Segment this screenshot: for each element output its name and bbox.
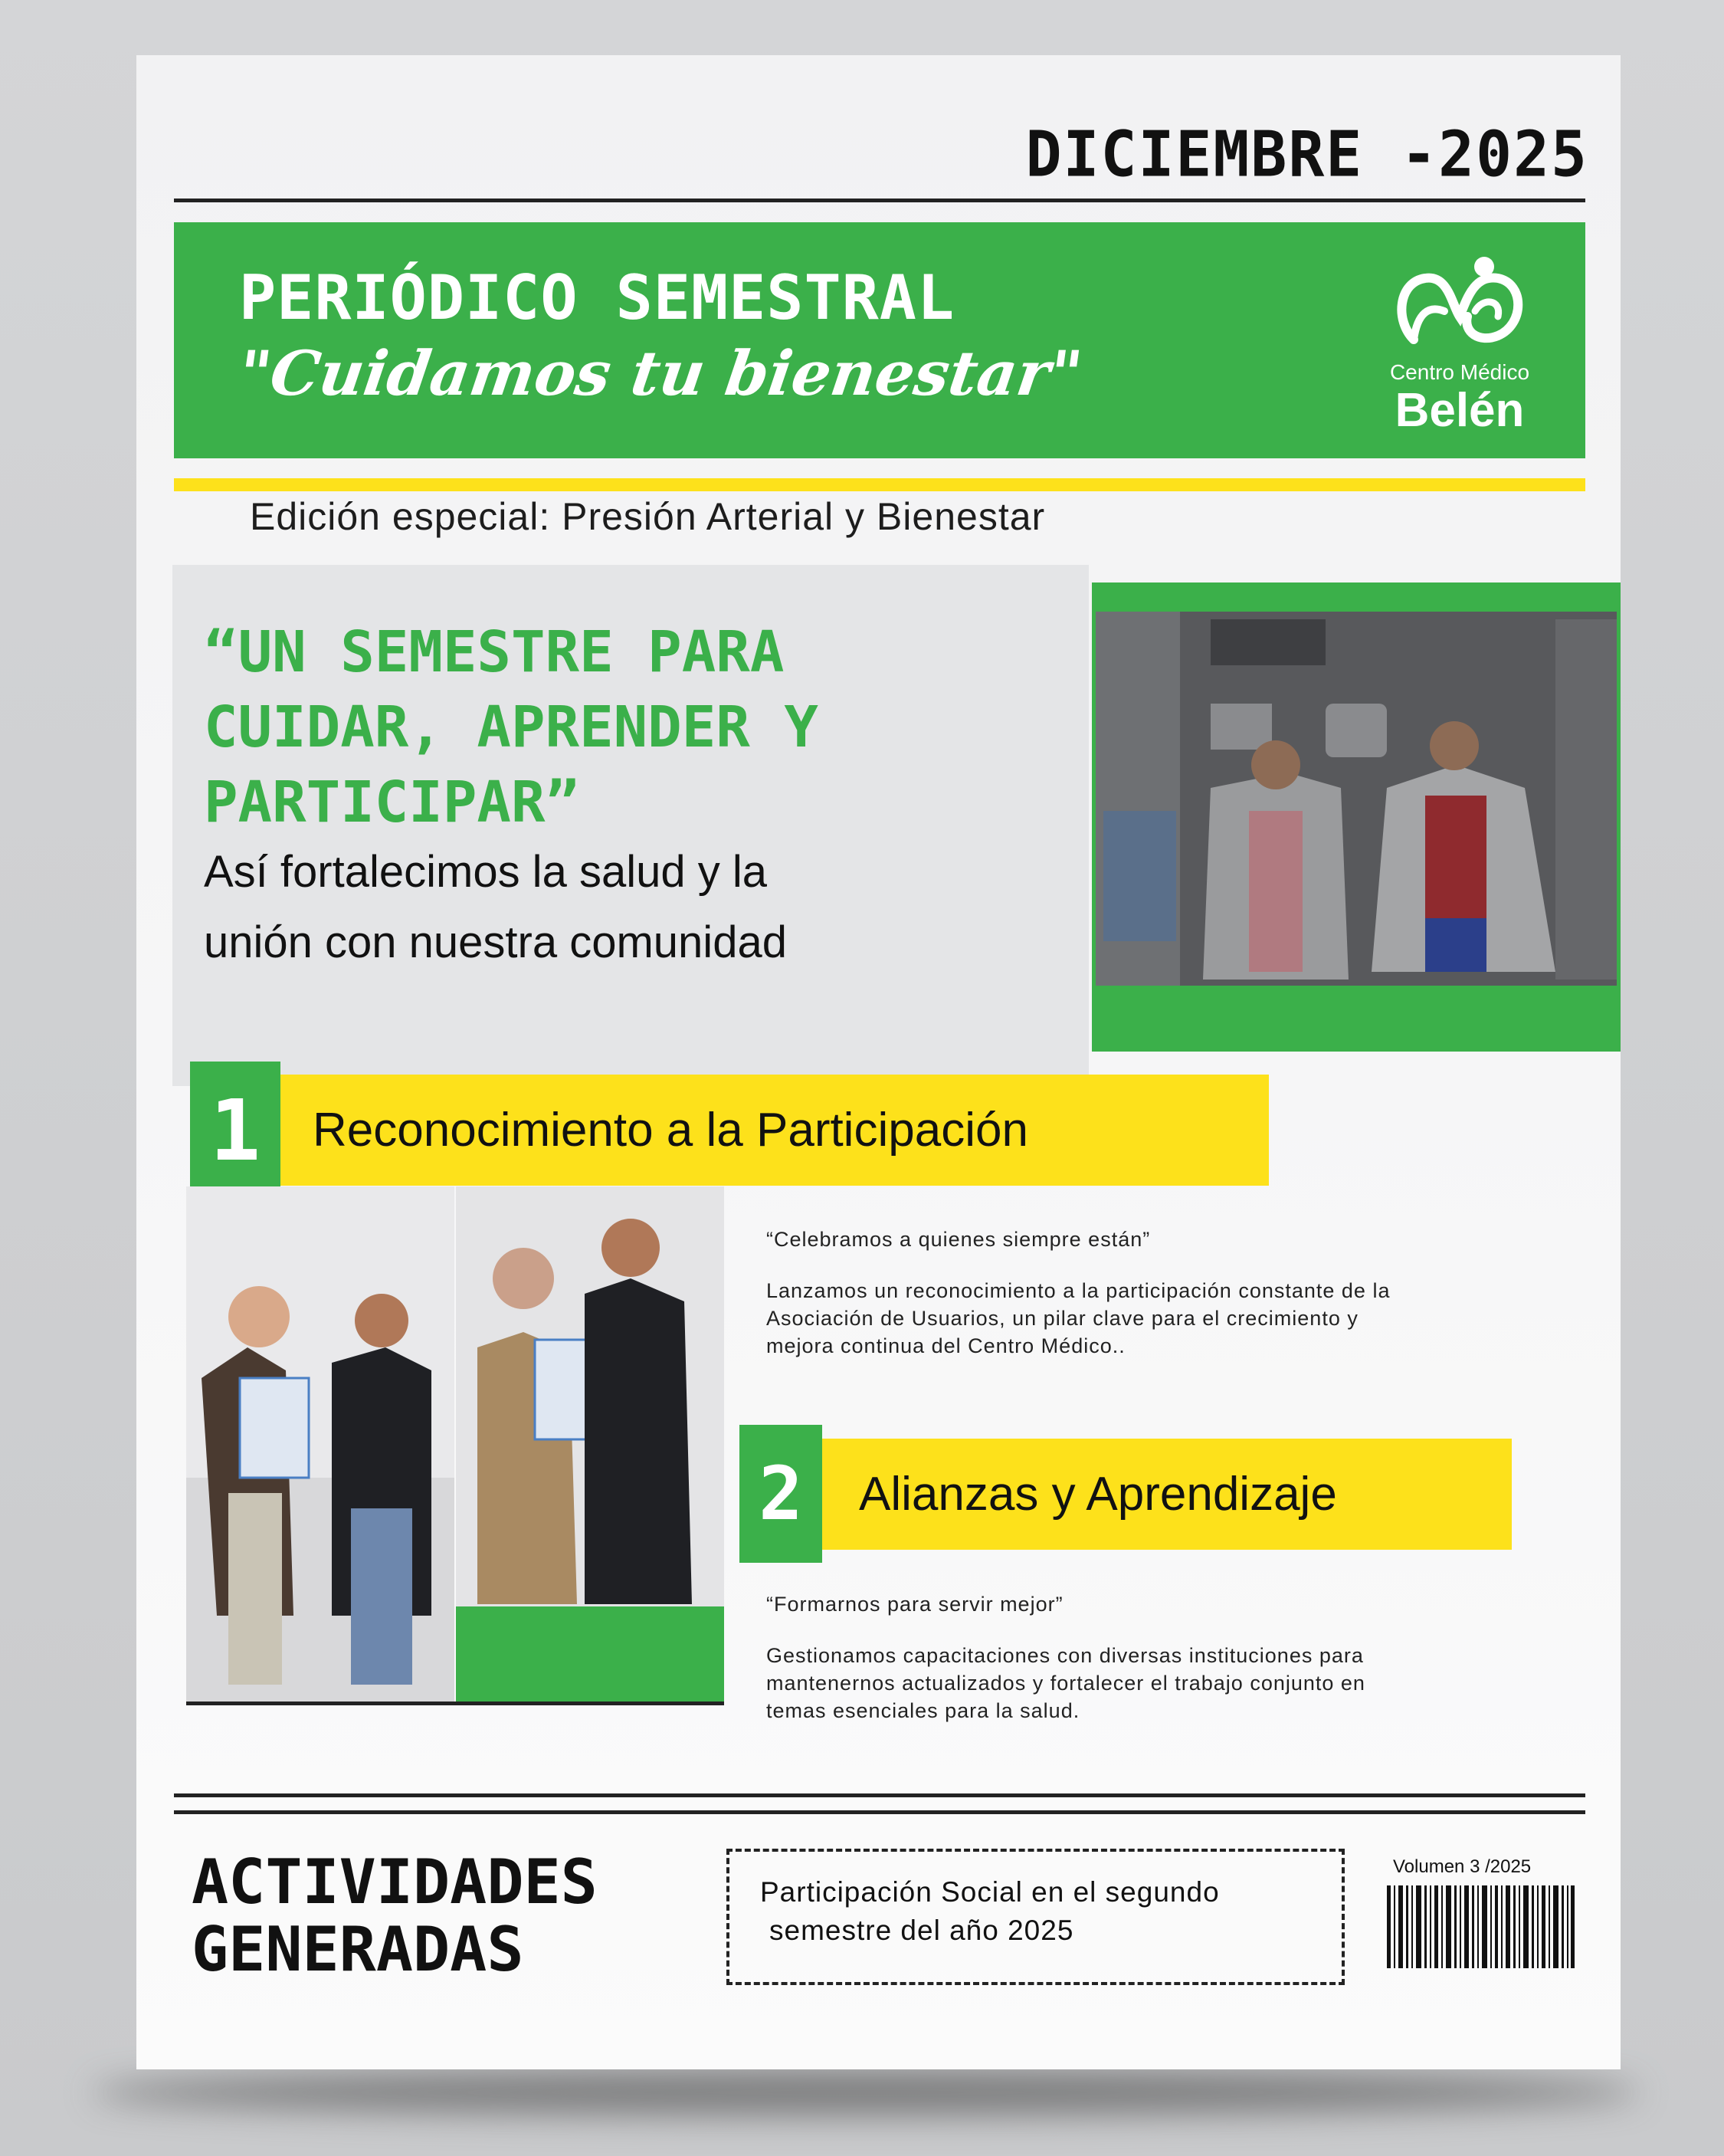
feature-quote bbox=[204, 615, 1077, 840]
recognition-photo-illustration bbox=[186, 1186, 724, 1705]
feature-photo bbox=[1096, 612, 1617, 986]
section-1-title: Reconocimiento a la Participación bbox=[280, 1075, 1269, 1186]
edition-subtitle: Edición especial: Presión Arterial y Bienestar bbox=[250, 495, 1046, 538]
activities-line-1: ACTIVIDADES bbox=[192, 1846, 598, 1918]
quote-line-3: PARTICIPAR bbox=[204, 770, 546, 835]
subtitle-line-1: Así fortalecimos la salud y la bbox=[204, 847, 767, 897]
participation-text bbox=[760, 1873, 1220, 1950]
participation-box bbox=[726, 1849, 1345, 1985]
masthead-banner bbox=[174, 222, 1585, 458]
slogan: "Cuidamos tu bienestar" bbox=[234, 337, 1087, 409]
section-2-body-line: Gestionamos capacitaciones con diversas instituciones para bbox=[766, 1644, 1364, 1667]
yellow-divider bbox=[174, 478, 1585, 491]
section-1-quote: “Celebramos a quienes siempre están” bbox=[766, 1228, 1151, 1251]
newspaper-page bbox=[136, 55, 1621, 2069]
footer-rule-top bbox=[174, 1793, 1585, 1797]
section-1-body-line: Asociación de Usuarios, un pilar clave para el crecimiento y bbox=[766, 1307, 1359, 1330]
section-1-body-line: Lanzamos un reconocimiento a la participación constante de la bbox=[766, 1279, 1391, 1302]
section-2-title: Alianzas y Aprendizaje bbox=[822, 1439, 1512, 1550]
activities-heading bbox=[192, 1846, 598, 1985]
quote-line-1: UN SEMESTRE PARA bbox=[238, 619, 785, 685]
participation-line-1: Participación Social en el segundo bbox=[760, 1876, 1220, 1908]
top-rule bbox=[174, 199, 1585, 202]
newspaper-title: PERIÓDICO SEMESTRAL bbox=[239, 262, 955, 333]
photo-illustration bbox=[1096, 612, 1617, 986]
section-2-body bbox=[766, 1642, 1532, 1724]
participation-line-2: semestre del año 2025 bbox=[769, 1915, 1074, 1946]
recognition-photos bbox=[186, 1186, 724, 1705]
feature-photo-frame bbox=[1092, 582, 1621, 1052]
barcode-icon bbox=[1387, 1885, 1575, 1968]
centro-medico-belen-logo bbox=[1383, 251, 1536, 435]
section-1-body-line: mejora continua del Centro Médico.. bbox=[766, 1334, 1126, 1357]
feature-subtitle bbox=[196, 837, 1093, 978]
logo-mark-icon bbox=[1383, 251, 1536, 359]
volume-label: Volumen 3 /2025 bbox=[1393, 1856, 1532, 1877]
logo-line2: Belén bbox=[1395, 384, 1525, 437]
barcode-graphic bbox=[1387, 1885, 1575, 1968]
quote-close-mark: ” bbox=[545, 770, 580, 835]
page-shadow bbox=[92, 2069, 1640, 2115]
quote-line-2: CUIDAR, APRENDER Y bbox=[204, 694, 818, 760]
subtitle-line-2: unión con nuestra comunidad bbox=[204, 917, 787, 967]
quote-open-mark: “ bbox=[204, 619, 238, 685]
activities-line-2: GENERADAS bbox=[192, 1914, 524, 1985]
section-2-body-line: temas esenciales para la salud. bbox=[766, 1699, 1080, 1722]
footer-rule-bottom bbox=[174, 1810, 1585, 1814]
issue-date: DICIEMBRE -2025 bbox=[1025, 118, 1588, 192]
section-2-body-line: mantenernos actualizados y fortalecer el trabajo conjunto en bbox=[766, 1672, 1365, 1695]
logo-line1: Centro Médico bbox=[1389, 360, 1530, 384]
section-2-number: 2 bbox=[739, 1425, 822, 1563]
section-1-number: 1 bbox=[190, 1062, 280, 1199]
section-2-quote: “Formarnos para servir mejor” bbox=[766, 1593, 1064, 1616]
section-1-body bbox=[766, 1277, 1532, 1360]
